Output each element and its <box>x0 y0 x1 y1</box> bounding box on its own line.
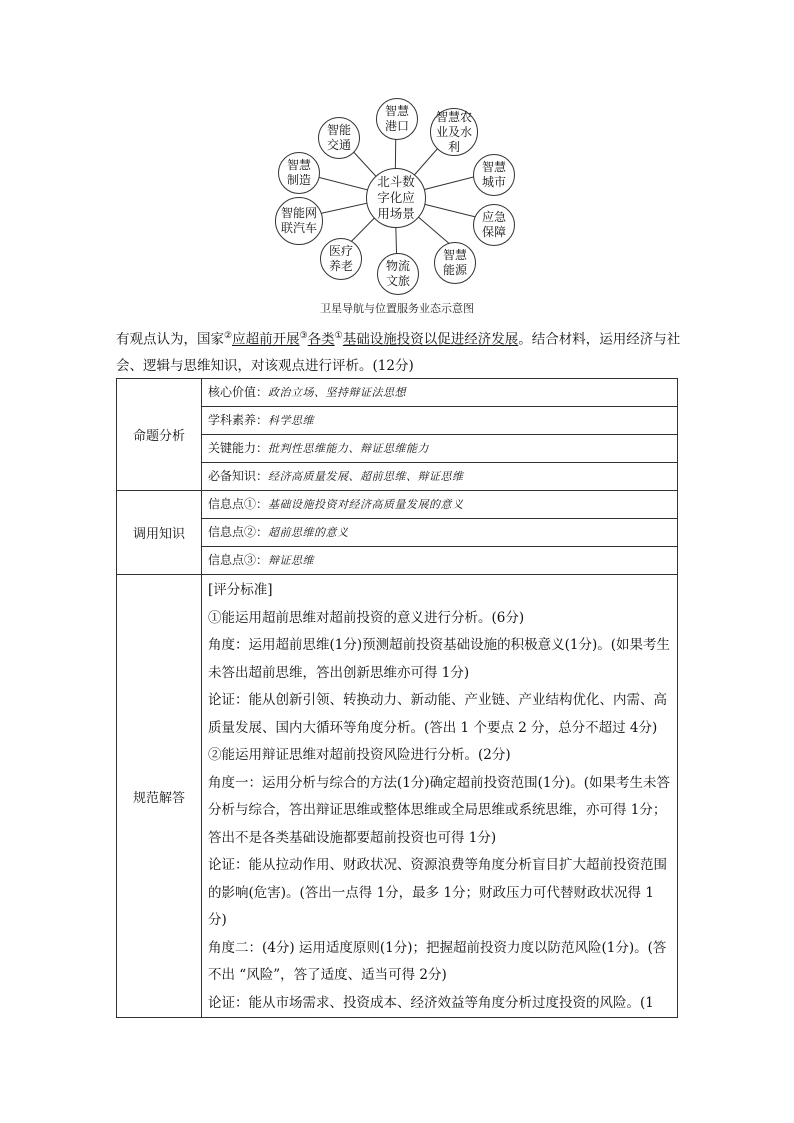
knowledge-label: 调用知识 <box>117 491 202 575</box>
marker-2: ② <box>224 331 233 341</box>
diagram-caption: 卫星导航与位置服务业态示意图 <box>320 302 474 315</box>
underline-infrastructure: 基础设施投资以促进经济发展 <box>342 331 519 348</box>
node-emergency: 应急 保障 <box>473 204 515 246</box>
underline-all-kinds: 各类 <box>307 331 335 348</box>
answer-line: [评分标准] <box>208 582 273 598</box>
node-connected-vehicles: 智能网 联汽车 <box>275 197 323 245</box>
analysis-row: 核心价值：政治立场、坚持辩证法思想 <box>202 379 678 407</box>
question-part-2: 。结合材料，运用经济与社会、逻辑与思维知识，对该观点进行评析。(12分) <box>116 331 681 374</box>
answer-table <box>116 378 678 1018</box>
node-logistics-tourism: 物流 文旅 <box>377 253 419 295</box>
answer-content <box>202 575 678 1018</box>
node-smart-city: 智慧 城市 <box>473 154 515 196</box>
analysis-row: 必备知识：经济高质量发展、超前思维、辩证思维 <box>202 463 678 491</box>
analysis-row: 关键能力：批判性思维能力、辩证思维能力 <box>202 435 678 463</box>
question-part-1: 有观点认为，国家 <box>116 331 224 348</box>
analysis-label: 命题分析 <box>117 379 202 491</box>
answer-line: ①能运用超前思维对超前投资的意义进行分析。(6分) <box>208 609 525 626</box>
node-smart-agriculture: 智慧农 业及水 利 <box>430 108 478 156</box>
answer-label: 规范解答 <box>117 575 202 1018</box>
business-diagram <box>270 95 520 295</box>
underline-advance: 应超前开展 <box>232 331 300 348</box>
answer-line: ②能运用辩证思维对超前投资风险进行分析。(2分) <box>208 747 511 763</box>
answer-line: 论证：能从创新引领、转换动力、新动能、产业链、产业结构优化、内需、高质量发展、国内大循环等角度分析。(答出 1 个要点 2 分，总分不超过 4分) <box>208 692 667 736</box>
node-smart-manufacturing: 智慧 制造 <box>278 152 320 194</box>
answer-line: 角度：运用超前思维(1分)预测超前投资基础设施的积极意义(1分)。(如果考生未答出超前思维，答出创新思维亦可得 1分) <box>208 637 671 681</box>
marker-1: ① <box>334 331 343 341</box>
node-center: 北斗数 字化应 用场景 <box>366 168 426 228</box>
knowledge-row: 信息点①：基础设施投资对经济高质量发展的意义 <box>202 491 678 519</box>
knowledge-row: 信息点②：超前思维的意义 <box>202 519 678 547</box>
knowledge-row: 信息点③：辩证思维 <box>202 547 678 575</box>
marker-3: ③ <box>299 331 308 341</box>
node-smart-energy: 智慧 能源 <box>434 242 476 284</box>
answer-line: 论证：能从拉动作用、财政状况、资源浪费等角度分析盲目扩大超前投资范围的影响(危害)。(答出一点得 1分，最多 1分；财政压力可代替财政状况得 1分) <box>208 857 667 928</box>
analysis-row: 学科素养：科学思维 <box>202 407 678 435</box>
answer-line: 论证：能从市场需求、投资成本、经济效益等角度分析过度投资的风险。(1 <box>208 994 654 1011</box>
node-healthcare: 医疗 养老 <box>320 238 362 280</box>
answer-line: 角度一：运用分析与综合的方法(1分)确定超前投资范围(1分)。(如果考生未答分析与综合，答出辩证思维或整体思维或全局思维或系统思维，亦可得 1分；答出不是各类基础设施都要超前投资也可得 1分) <box>208 774 671 846</box>
answer-line: 角度二：(4分) 运用适度原则(1分)；把握超前投资力度以防范风险(1分)。(答不出 “风险”，答了适度、适当可得 2分) <box>208 939 667 983</box>
question-text <box>116 323 682 379</box>
node-smart-port: 智慧 港口 <box>376 98 418 140</box>
node-smart-traffic: 智能 交通 <box>318 117 360 159</box>
